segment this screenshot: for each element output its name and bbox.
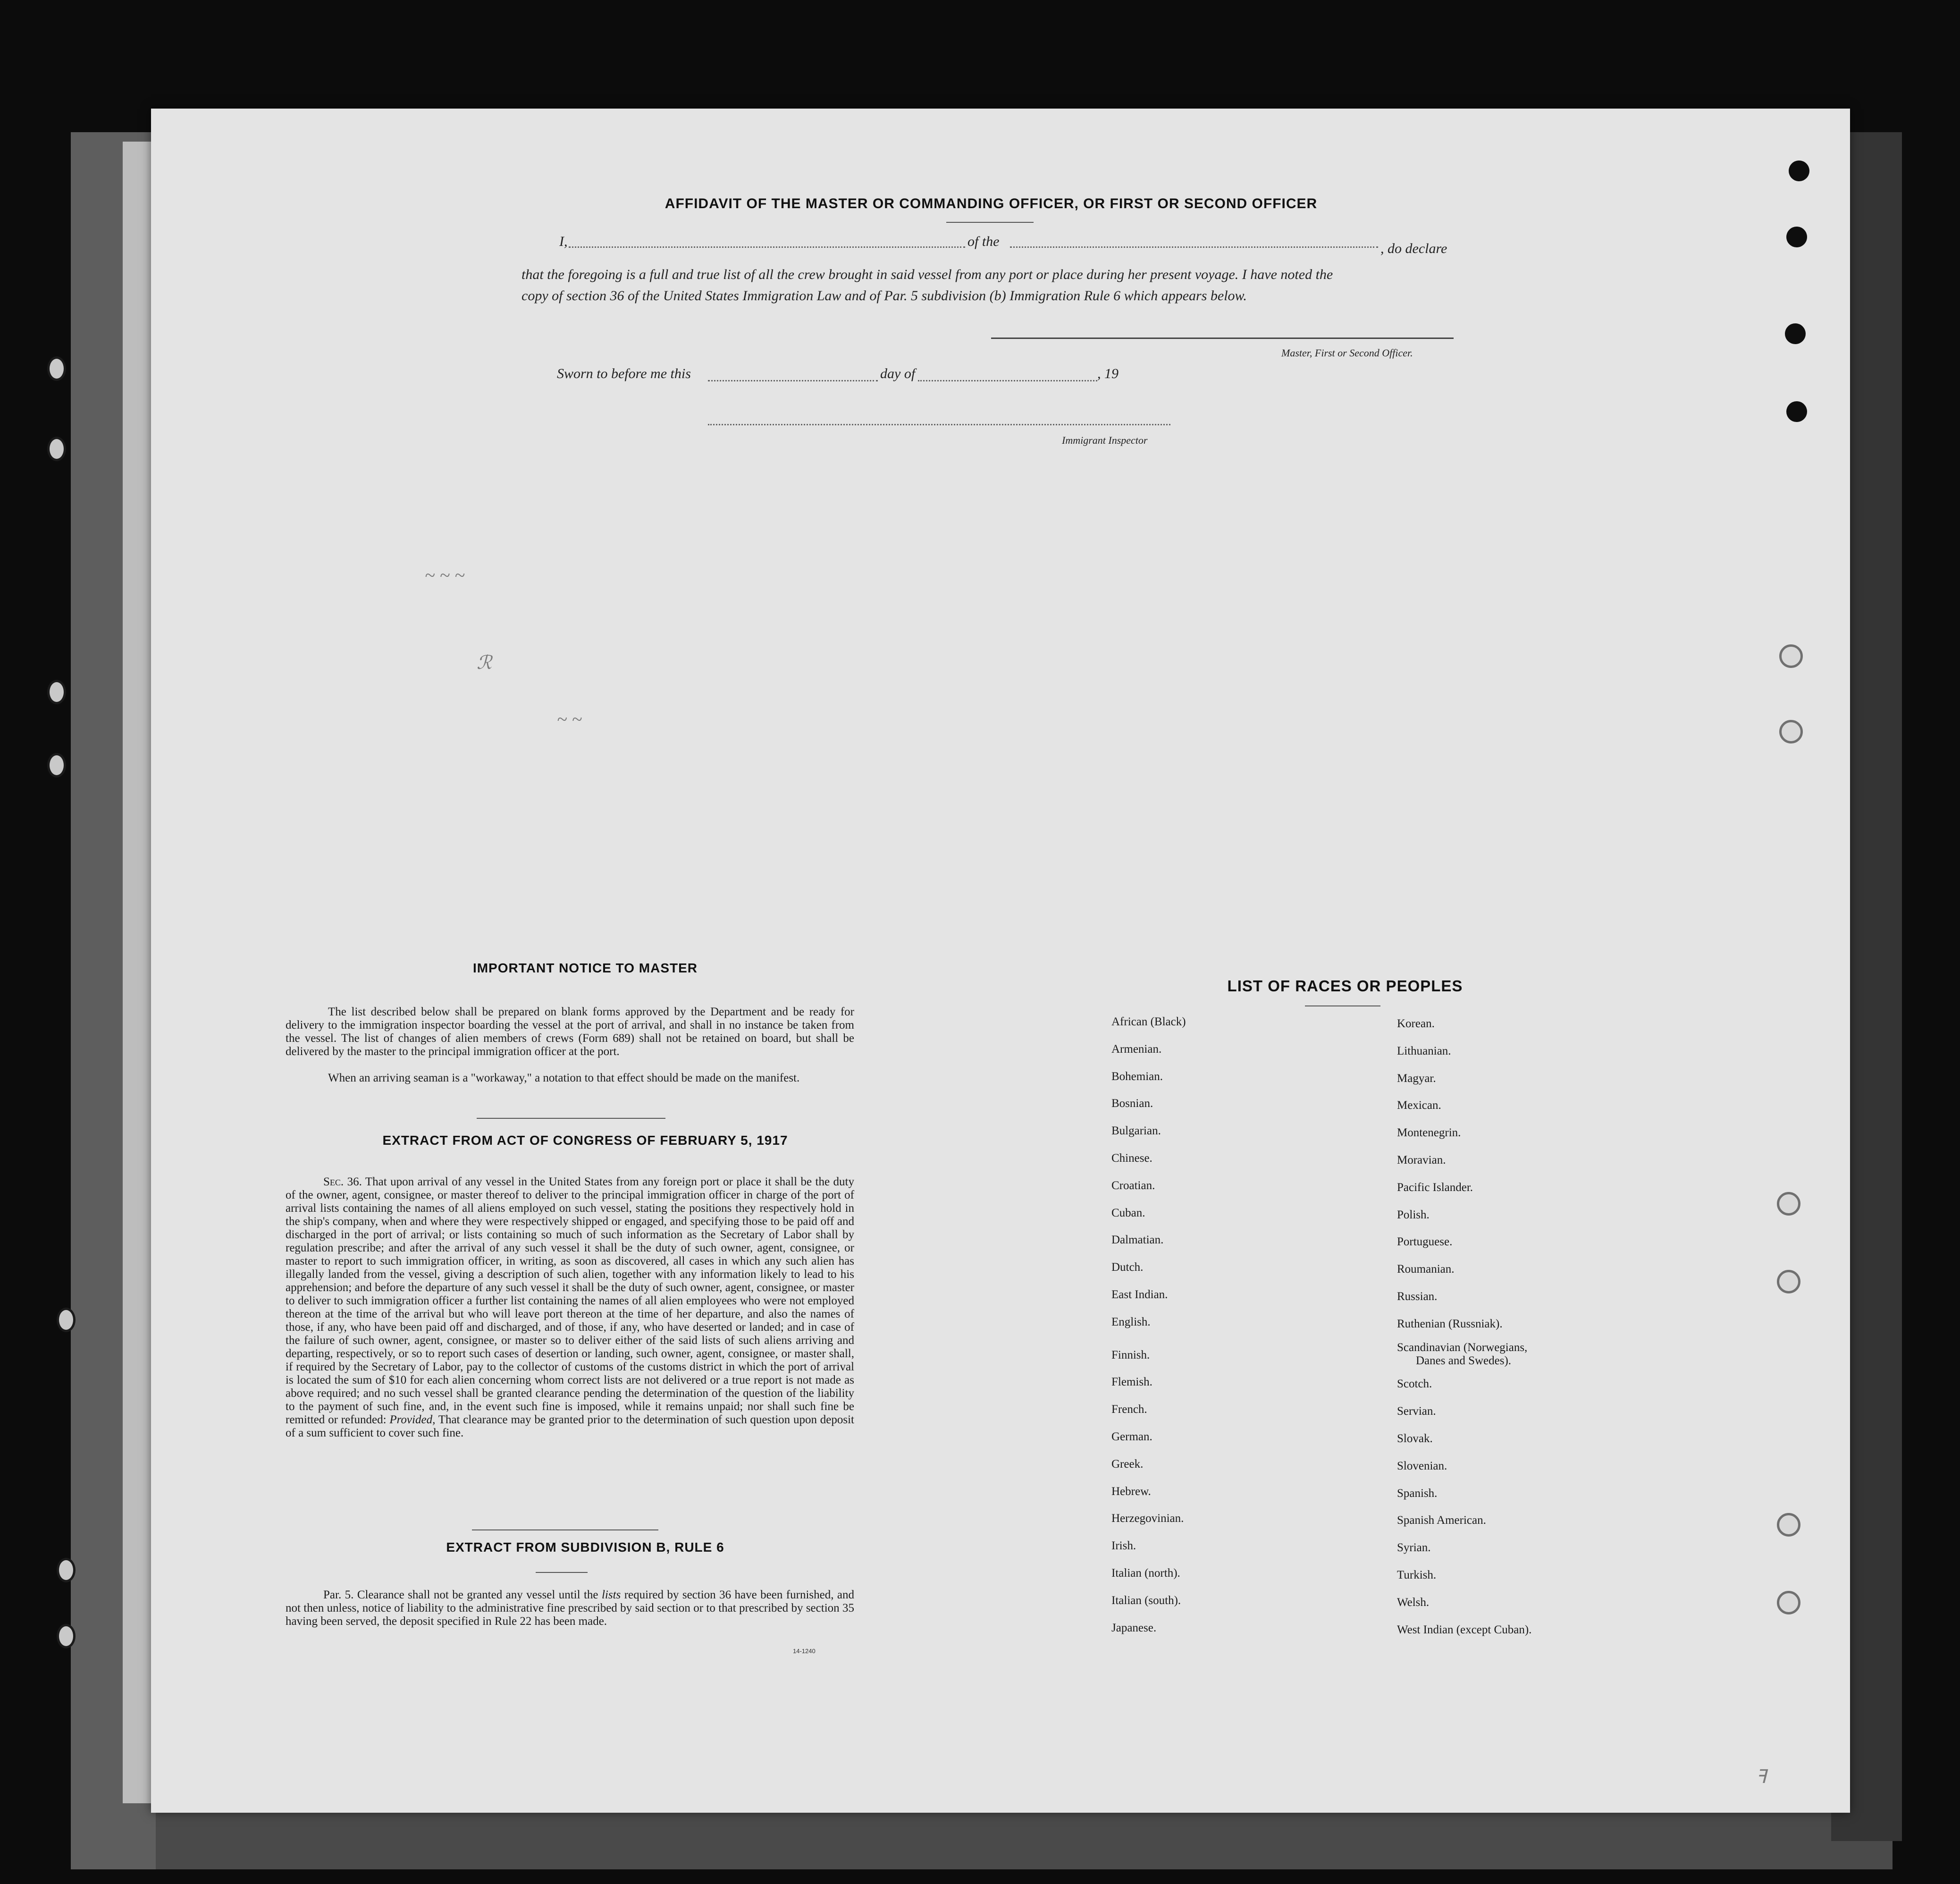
race-item: Bohemian. [1111,1070,1163,1083]
faint-handwriting: ℛ [477,652,492,673]
binder-hole [47,437,66,461]
race-item: Croatian. [1111,1179,1155,1192]
form-number: 14-1240 [793,1647,816,1655]
race-item: Russian. [1397,1290,1438,1303]
race-item: English. [1111,1315,1151,1328]
punch-hole [1777,1513,1800,1537]
section-36-text-end: That clearance may be granted prior to the determination of such question upon deposit of a sum sufficient to cover such fine. [286,1413,854,1439]
affidavit-text-1: that the foregoing is a full and true list of all the crew brought in said vessel from any port or place during her present voyage. I have noted the [522,267,1333,282]
binder-hole [47,356,66,381]
race-item: Pacific Islander. [1397,1181,1473,1194]
race-item: Montenegrin. [1397,1126,1461,1140]
divider [472,1529,658,1530]
punch-hole [1785,323,1806,344]
race-item: Dalmatian. [1111,1233,1164,1247]
binder-hole [57,1558,76,1582]
race-item: Spanish American. [1397,1514,1486,1527]
race-item: Spanish. [1397,1487,1438,1500]
race-item: Scotch. [1397,1377,1432,1391]
affiant-label: I, [559,234,568,249]
race-item: Hebrew. [1111,1485,1151,1498]
race-item: Korean. [1397,1017,1435,1030]
binder-hole [57,1308,76,1332]
race-item: Bulgarian. [1111,1124,1161,1138]
race-item: Herzegovinian. [1111,1512,1184,1525]
punch-hole [1786,227,1807,247]
punch-hole [1777,1192,1800,1216]
races-title: LIST OF RACES OR PEOPLES [1227,977,1463,995]
race-item: Scandinavian (Norwegians, [1397,1341,1528,1354]
affidavit-title: AFFIDAVIT OF THE MASTER OR COMMANDING OFFICER, OR FIRST OR SECOND OFFICER [665,196,1318,211]
race-item: Magyar. [1397,1072,1436,1085]
race-item: Portuguese. [1397,1235,1453,1249]
section-36-text: That upon arrival of any vessel in the United States from any foreign port or place it shall be the duty of the owner, agent, consignee, or master thereof to deliver to the principal immigration officer in charge of the port of arrival lists containing the names of all aliens employed on such vessel, stating the positions they respectively hold in the ship's company, when and where they were respectively shipped or engaged, and specifying those to be paid off and discharged in the port of arrival; or lists containing so much of such information as the Secretary of Labor shall by regulation prescribe; and after the arrival of any such vessel it shall be the duty of such owner, agent, consignee, or master to report to such immigration officer, in writing, as soon as discovered, all cases in which any such alien has illegally landed from the vessel, giving a description of such alien, together with any information likely to lead to his apprehension; and before the departure of any such vessel it shall be the duty of such owner, agent, consignee, or master to deliver to such immigration officer a further list containing the names of all alien employees who were not employed thereon at the time of the arrival but who will leave port thereon at the time of her departure, and also the names of those, if any, who have been paid off and discharged, and of those, if any, who have deserted or landed; and in case of the failure of such owner, agent, consignee, or master so to deliver either of the said lists of such aliens arriving and departing, respectively, or so to report such cases of desertion or landing, such owner, agent, consignee, or master shall, if required by the Secretary of Labor, pay to the collector of customs of the customs district in which the port of arrival is located the sum of $10 for each alien concerning whom correct lists are not delivered or a true report is not made as above required; and no such vessel shall be granted clearance pending the determination of the question of the liability to the payment of such fine, and, in the event such fine is imposed, while it remains unpaid; nor shall such fine be remitted or refunded: [286,1175,854,1426]
race-item: Italian (north). [1111,1567,1180,1580]
punch-hole [1779,720,1803,743]
faint-handwriting: ~ ~ [557,709,582,730]
master-signature-line[interactable] [991,338,1454,339]
race-item: Syrian. [1397,1541,1431,1555]
race-item: Roumanian. [1397,1263,1455,1276]
vessel-name-field[interactable] [1010,246,1378,248]
race-item: French. [1111,1403,1147,1416]
provided-word: Provided, [389,1413,436,1426]
year-label: , 19 [1097,366,1119,381]
divider [946,222,1034,223]
race-item: Cuban. [1111,1206,1145,1219]
race-item: Italian (south). [1111,1594,1181,1607]
race-item: Ruthenian (Russniak). [1397,1317,1503,1330]
binder-hole [57,1624,76,1648]
binder-hole [47,680,66,704]
act-extract-title: EXTRACT FROM ACT OF CONGRESS OF FEBRUARY 5, 1917 [382,1133,788,1148]
race-item: Moravian. [1397,1154,1446,1166]
affiant-name-field[interactable] [569,246,965,248]
punch-hole [1786,401,1807,422]
do-declare-text: , do declare [1380,241,1447,256]
notice-paragraph-1: The list described below shall be prepared on blank forms approved by the Department and be ready for delivery to the immigration inspector boarding the vessel at the port of arrival, and shall in no instance be taken from the vessel. The list of changes of alien members of crews (Form 689) shall not be retained on board, but shall be delivered by the master to the principal immigration officer at the port. [286,1005,854,1058]
inspector-signature-line[interactable] [708,424,1170,425]
rule-extract-title: EXTRACT FROM SUBDIVISION B, RULE 6 [446,1540,724,1555]
race-item: Turkish. [1397,1569,1437,1581]
race-item: Dutch. [1111,1261,1144,1274]
rule-text-2: required by section 36 have been furnished, and not then unless, notice of liability to the administrative fine prescribed by said section or to that prescribed by section 35 having been served, the deposit specified in Rule 22 has been made. [286,1588,855,1628]
notice-paragraph-2: When an arriving seaman is a "workaway," a notation to that effect should be made on the manifest. [328,1072,800,1084]
race-item: Japanese. [1111,1621,1157,1634]
race-item: Lithuanian. [1397,1044,1451,1057]
punch-hole [1777,1270,1800,1293]
race-item: Finnish. [1111,1348,1150,1361]
race-item: Flemish. [1111,1376,1152,1389]
race-item: Polish. [1397,1208,1430,1221]
race-item: Slovak. [1397,1432,1433,1445]
corner-mark: ꟻ [1756,1766,1767,1787]
race-item: Armenian. [1111,1042,1162,1056]
notice-title: IMPORTANT NOTICE TO MASTER [472,961,698,975]
lists-word: lists [601,1588,621,1601]
punch-hole [1789,161,1809,181]
race-item: Greek. [1111,1457,1144,1470]
punch-hole [1777,1591,1800,1614]
race-item: Slovenian. [1397,1459,1447,1472]
race-item: Servian. [1397,1405,1436,1418]
affidavit-text-2: copy of section 36 of the United States Immigration Law and of Par. 5 subdivision (b) Immigration Rule 6 which appears below. [522,288,1247,304]
race-item: West Indian (except Cuban). [1397,1623,1532,1636]
race-item: Chinese. [1111,1152,1152,1165]
day-of-label: day of [880,366,916,381]
race-item: African (Black) [1111,1015,1186,1028]
race-item: Bosnian. [1111,1097,1153,1110]
binder-hole [47,753,66,777]
race-item: Irish. [1111,1539,1136,1553]
sworn-month-field[interactable] [918,380,1097,381]
race-item: Mexican. [1397,1099,1441,1112]
sworn-label: Sworn to before me this [557,366,691,381]
rule-extract-text [286,1588,854,1628]
race-item: German. [1111,1430,1152,1443]
divider [477,1118,665,1119]
vessel-label: of the [967,234,1000,249]
punch-hole [1779,644,1803,668]
race-item-continued: Danes and Swedes). [1416,1354,1512,1367]
inspector-label: Immigrant Inspector [1062,434,1148,446]
race-item: East Indian. [1111,1288,1168,1301]
race-item: Welsh. [1397,1596,1430,1609]
divider [1305,1005,1380,1006]
sworn-day-field[interactable] [708,380,878,381]
divider [536,1572,588,1573]
faint-handwriting: ~ ~ ~ [425,565,465,586]
act-extract-text [286,1175,854,1440]
master-signature-label: Master, First or Second Officer. [1281,347,1413,359]
rule-text-1: Par. 5. Clearance shall not be granted any vessel until the [323,1588,598,1601]
section-label: Sec. 36. [323,1175,362,1188]
